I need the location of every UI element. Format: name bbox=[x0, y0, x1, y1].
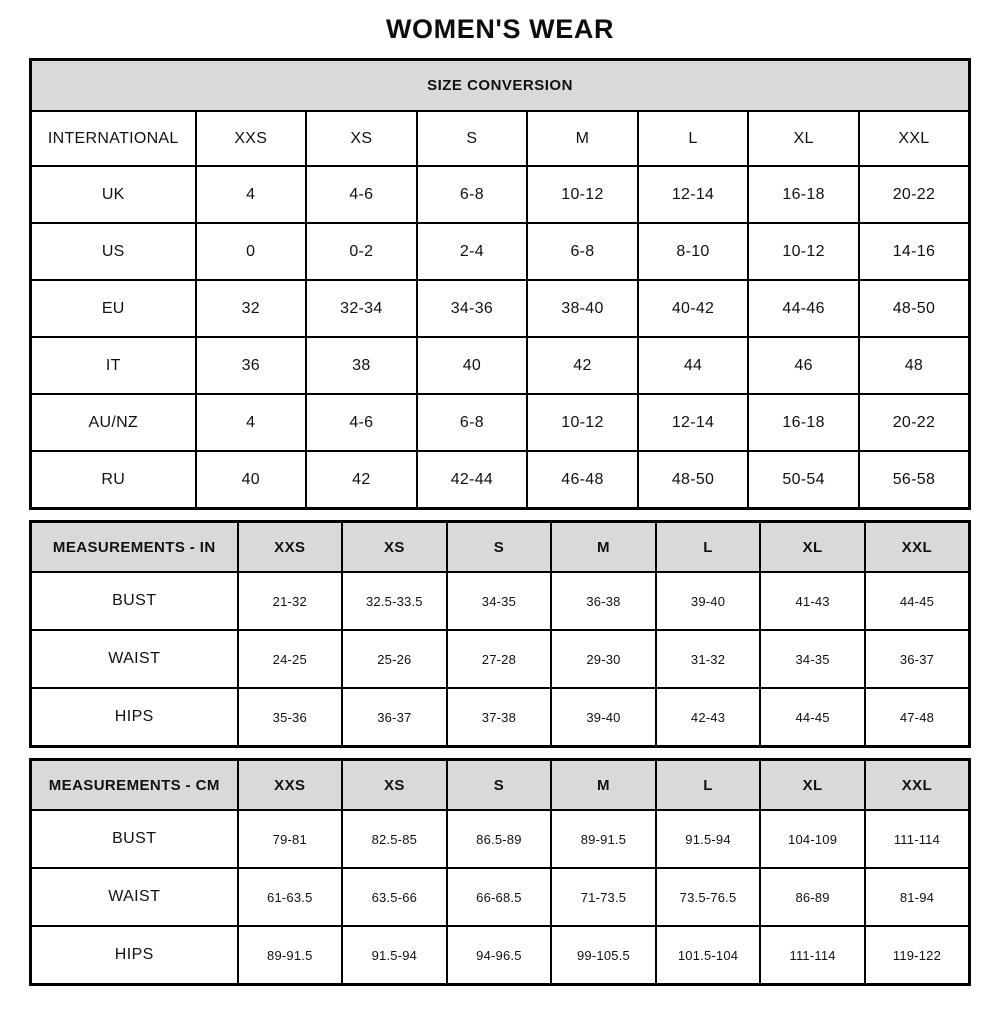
value-cell: 73.5-76.5 bbox=[656, 868, 761, 926]
value-cell: 32.5-33.5 bbox=[342, 572, 447, 630]
table-row bbox=[31, 572, 970, 630]
value-cell: 36-37 bbox=[865, 630, 970, 688]
size-conversion-title: SIZE CONVERSION bbox=[31, 60, 970, 112]
value-cell: 104-109 bbox=[760, 810, 865, 868]
size-column-header: XS bbox=[306, 111, 417, 166]
page-title: WOMEN'S WEAR bbox=[385, 14, 615, 44]
value-cell: 4 bbox=[196, 166, 307, 223]
value-cell: 44-45 bbox=[865, 572, 970, 630]
column-header-row bbox=[31, 760, 970, 811]
value-cell: 12-14 bbox=[638, 166, 749, 223]
value-cell: 42-43 bbox=[656, 688, 761, 747]
size-column-header: XS bbox=[342, 522, 447, 573]
value-cell: 39-40 bbox=[656, 572, 761, 630]
value-cell: 111-114 bbox=[865, 810, 970, 868]
value-cell: 2-4 bbox=[417, 223, 528, 280]
measurements-cm-body bbox=[31, 810, 970, 985]
value-cell: 6-8 bbox=[417, 166, 528, 223]
size-column-header: XL bbox=[760, 760, 865, 811]
size-column-header: XS bbox=[342, 760, 447, 811]
size-column-header: XL bbox=[760, 522, 865, 573]
row-label: UK bbox=[31, 166, 196, 223]
value-cell: 42 bbox=[306, 451, 417, 509]
row-label: IT bbox=[31, 337, 196, 394]
table-row bbox=[31, 688, 970, 747]
table-row bbox=[31, 280, 970, 337]
value-cell: 27-28 bbox=[447, 630, 552, 688]
value-cell: 4-6 bbox=[306, 394, 417, 451]
value-cell: 6-8 bbox=[527, 223, 638, 280]
size-conversion-table bbox=[29, 58, 971, 510]
row-label: WAIST bbox=[31, 868, 238, 926]
value-cell: 10-12 bbox=[748, 223, 859, 280]
table-row bbox=[31, 394, 970, 451]
row-label: WAIST bbox=[31, 630, 238, 688]
value-cell: 82.5-85 bbox=[342, 810, 447, 868]
value-cell: 46-48 bbox=[527, 451, 638, 509]
row-label: EU bbox=[31, 280, 196, 337]
value-cell: 38-40 bbox=[527, 280, 638, 337]
row-label: RU bbox=[31, 451, 196, 509]
value-cell: 66-68.5 bbox=[447, 868, 552, 926]
value-cell: 14-16 bbox=[859, 223, 970, 280]
table-row bbox=[31, 451, 970, 509]
value-cell: 32 bbox=[196, 280, 307, 337]
value-cell: 25-26 bbox=[342, 630, 447, 688]
value-cell: 50-54 bbox=[748, 451, 859, 509]
size-column-header: S bbox=[447, 760, 552, 811]
value-cell: 38 bbox=[306, 337, 417, 394]
value-cell: 101.5-104 bbox=[656, 926, 761, 985]
value-cell: 86.5-89 bbox=[447, 810, 552, 868]
column-header-row bbox=[31, 111, 970, 166]
value-cell: 36-37 bbox=[342, 688, 447, 747]
value-cell: 79-81 bbox=[238, 810, 343, 868]
value-cell: 47-48 bbox=[865, 688, 970, 747]
value-cell: 10-12 bbox=[527, 394, 638, 451]
column-header-row bbox=[31, 522, 970, 573]
value-cell: 89-91.5 bbox=[551, 810, 656, 868]
value-cell: 56-58 bbox=[859, 451, 970, 509]
value-cell: 36 bbox=[196, 337, 307, 394]
row-label: BUST bbox=[31, 572, 238, 630]
value-cell: 99-105.5 bbox=[551, 926, 656, 985]
value-cell: 34-35 bbox=[447, 572, 552, 630]
size-column-header: S bbox=[447, 522, 552, 573]
value-cell: 40 bbox=[417, 337, 528, 394]
value-cell: 4-6 bbox=[306, 166, 417, 223]
value-cell: 86-89 bbox=[760, 868, 865, 926]
size-column-header: XXS bbox=[238, 760, 343, 811]
value-cell: 44 bbox=[638, 337, 749, 394]
size-column-header: L bbox=[656, 522, 761, 573]
size-column-header: XXL bbox=[865, 522, 970, 573]
table-row bbox=[31, 810, 970, 868]
value-cell: 36-38 bbox=[551, 572, 656, 630]
size-guide-page bbox=[0, 14, 1000, 986]
value-cell: 37-38 bbox=[447, 688, 552, 747]
measurements-in-table bbox=[29, 520, 971, 748]
value-cell: 48-50 bbox=[859, 280, 970, 337]
size-column-header: L bbox=[656, 760, 761, 811]
measurements-cm-table bbox=[29, 758, 971, 986]
value-cell: 6-8 bbox=[417, 394, 528, 451]
corner-header: MEASUREMENTS - IN bbox=[31, 522, 238, 573]
measurements-in-body bbox=[31, 572, 970, 747]
value-cell: 31-32 bbox=[656, 630, 761, 688]
value-cell: 0-2 bbox=[306, 223, 417, 280]
size-column-header: S bbox=[417, 111, 528, 166]
value-cell: 44-46 bbox=[748, 280, 859, 337]
value-cell: 41-43 bbox=[760, 572, 865, 630]
value-cell: 16-18 bbox=[748, 166, 859, 223]
value-cell: 81-94 bbox=[865, 868, 970, 926]
value-cell: 48 bbox=[859, 337, 970, 394]
corner-header: INTERNATIONAL bbox=[31, 111, 196, 166]
row-label: HIPS bbox=[31, 688, 238, 747]
value-cell: 40-42 bbox=[638, 280, 749, 337]
value-cell: 4 bbox=[196, 394, 307, 451]
value-cell: 71-73.5 bbox=[551, 868, 656, 926]
value-cell: 63.5-66 bbox=[342, 868, 447, 926]
value-cell: 42-44 bbox=[417, 451, 528, 509]
table-row bbox=[31, 337, 970, 394]
value-cell: 46 bbox=[748, 337, 859, 394]
corner-header: MEASUREMENTS - CM bbox=[31, 760, 238, 811]
row-label: AU/NZ bbox=[31, 394, 196, 451]
value-cell: 24-25 bbox=[238, 630, 343, 688]
value-cell: 91.5-94 bbox=[656, 810, 761, 868]
value-cell: 21-32 bbox=[238, 572, 343, 630]
value-cell: 8-10 bbox=[638, 223, 749, 280]
value-cell: 12-14 bbox=[638, 394, 749, 451]
table-row bbox=[31, 630, 970, 688]
size-column-header: L bbox=[638, 111, 749, 166]
size-column-header: XXL bbox=[859, 111, 970, 166]
size-column-header: M bbox=[551, 522, 656, 573]
row-label: US bbox=[31, 223, 196, 280]
size-column-header: M bbox=[551, 760, 656, 811]
table-row bbox=[31, 926, 970, 985]
value-cell: 20-22 bbox=[859, 394, 970, 451]
size-column-header: XXL bbox=[865, 760, 970, 811]
size-column-header: XL bbox=[748, 111, 859, 166]
value-cell: 40 bbox=[196, 451, 307, 509]
value-cell: 10-12 bbox=[527, 166, 638, 223]
size-column-header: XXS bbox=[196, 111, 307, 166]
value-cell: 16-18 bbox=[748, 394, 859, 451]
value-cell: 48-50 bbox=[638, 451, 749, 509]
value-cell: 32-34 bbox=[306, 280, 417, 337]
table-title-row bbox=[31, 60, 970, 112]
value-cell: 34-35 bbox=[760, 630, 865, 688]
value-cell: 0 bbox=[196, 223, 307, 280]
value-cell: 42 bbox=[527, 337, 638, 394]
size-column-header: XXS bbox=[238, 522, 343, 573]
value-cell: 91.5-94 bbox=[342, 926, 447, 985]
value-cell: 94-96.5 bbox=[447, 926, 552, 985]
value-cell: 20-22 bbox=[859, 166, 970, 223]
table-row bbox=[31, 166, 970, 223]
value-cell: 89-91.5 bbox=[238, 926, 343, 985]
size-column-header: M bbox=[527, 111, 638, 166]
table-row bbox=[31, 223, 970, 280]
value-cell: 35-36 bbox=[238, 688, 343, 747]
row-label: BUST bbox=[31, 810, 238, 868]
size-conversion-body bbox=[31, 166, 970, 509]
value-cell: 29-30 bbox=[551, 630, 656, 688]
value-cell: 34-36 bbox=[417, 280, 528, 337]
value-cell: 119-122 bbox=[865, 926, 970, 985]
table-row bbox=[31, 868, 970, 926]
value-cell: 61-63.5 bbox=[238, 868, 343, 926]
value-cell: 111-114 bbox=[760, 926, 865, 985]
row-label: HIPS bbox=[31, 926, 238, 985]
value-cell: 39-40 bbox=[551, 688, 656, 747]
value-cell: 44-45 bbox=[760, 688, 865, 747]
